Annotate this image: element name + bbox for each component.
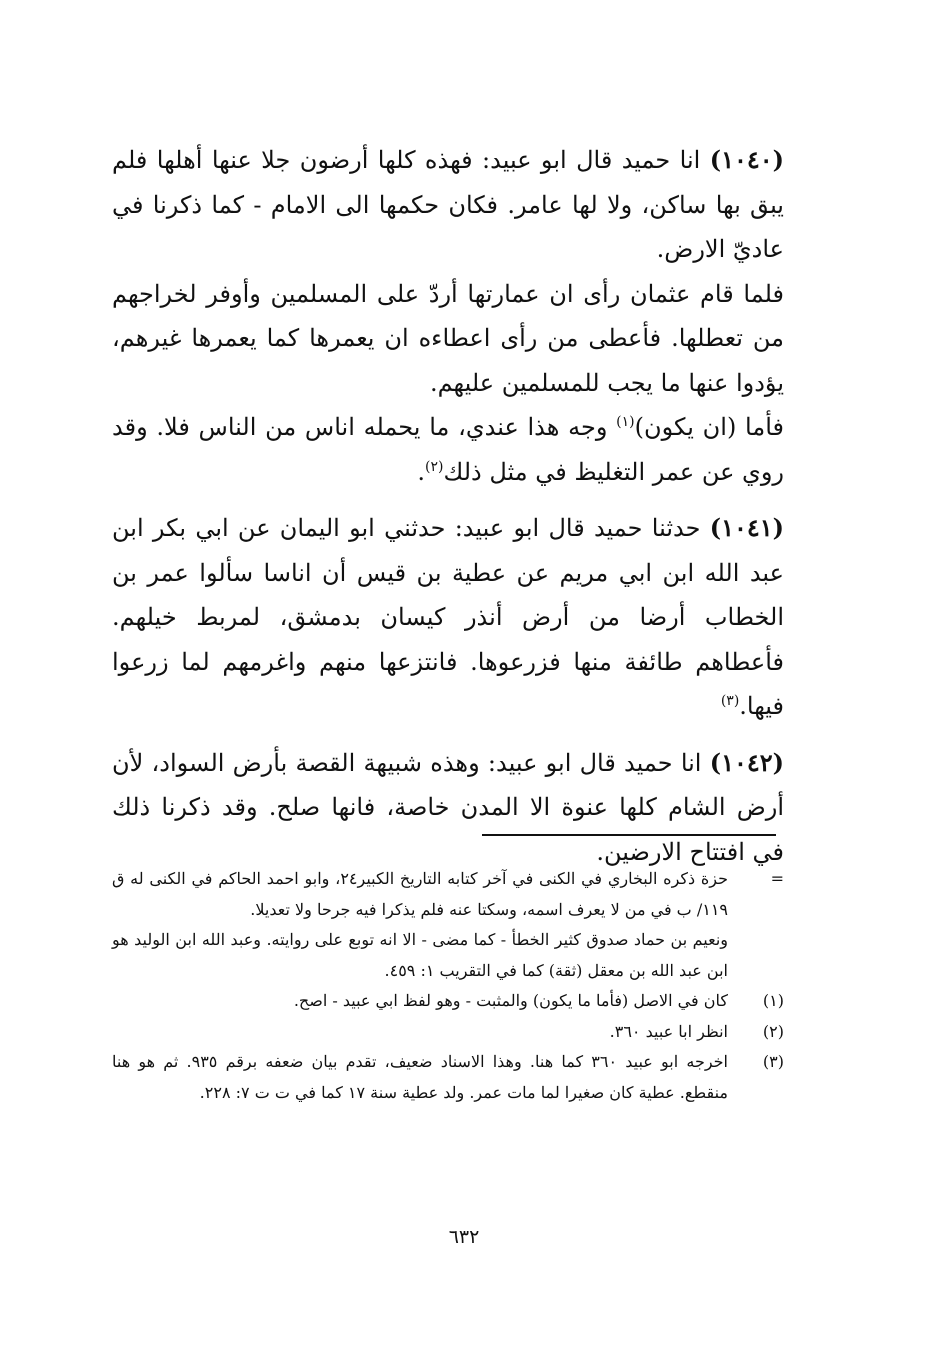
footnote-text: اخرجه ابو عبيد ٣٦٠ كما هنا. وهذا الاسناد ضعيف، تقدم بيان ضعفه برقم ٩٣٥. ثم هو هنا منقطع. عطية كان صغيرا لما مات عمر. ولد عطية سنة ١٧ كما في ت ت ٧: ٢٢٨. (112, 1052, 729, 1102)
paragraph-text: انا حميد قال ابو عبيد: فهذه كلها أرضون جلا عنها أهلها فلم يبق بها ساكن، ولا لها عامر. فكان حكمها الى الامام - كما ذكرنا في عاديّ الارض. (112, 146, 784, 263)
paragraph-1040 (112, 138, 784, 272)
footnote-divider (482, 834, 776, 836)
footnote-text: انظر ابا عبيد ٣٦٠. (609, 1021, 728, 1041)
paragraph-text: . (417, 457, 426, 486)
footnote-text: حزة ذكره البخاري في الكنى في آخر كتابه التاريخ الكبير٢٤، وابو احمد الحاكم في الكنى له ق ١١٩/ ب في من لا يعرف اسمه، وسكتا عنه فلم يذكرا فيه جرحا ولا تعديلا. (112, 869, 728, 919)
paragraph-1041 (112, 506, 784, 729)
footnote-3 (112, 1047, 784, 1108)
footnote-2 (112, 1017, 784, 1048)
footnote-continued (112, 864, 784, 925)
paragraph-text: حدثنا حميد قال ابو عبيد: حدثني ابو اليمان عن ابي بكر ابن عبد الله ابن ابي مريم عن عطية بن قيس أن اناسا سألوا عمر بن الخطاب أرضا من أرض أنذر كيسان بدمشق، لمربط خيلهم. فأعطاهم طائفة منها فزرعوها. فانتزعها منهم واغرمهم لما زرعوا فيها. (112, 514, 784, 720)
footnote-marker: (١) (762, 991, 784, 1010)
paragraph-text: وجه هذا عندي، ما يحمله اناس من الناس فلا. وقد روي عن عمر التغليظ في مثل ذلك (112, 413, 784, 486)
paragraph-1042 (112, 741, 784, 875)
footnote-ref-3: (٣) (720, 693, 740, 709)
footnotes (112, 864, 784, 1108)
footnote-continued-2 (112, 925, 784, 986)
paragraph-1040-continued: فلما قام عثمان رأى ان عمارتها أردّ على المسلمين وأوفر لخراجهم من تعطلها. فأعطى من رأى اعطاءه ان يعمرها كما يعمرها غيرهم، يؤدوا عنها ما يجب للمسلمين عليهم. (112, 279, 784, 397)
footnote-marker: (٢) (762, 1021, 784, 1041)
paragraph-1040-third (112, 405, 784, 494)
paragraph-text: فأما (ان يكون) (634, 413, 784, 441)
main-text (112, 138, 784, 874)
hadith-number: (١٠٤٠) (709, 145, 784, 174)
footnote-marker: = (770, 869, 784, 888)
hadith-number: (١٠٤٢) (709, 747, 784, 777)
page-number: ٦٣٢ (448, 1226, 480, 1248)
footnote-ref-1: (١) (616, 414, 635, 430)
footnote-marker: (٣) (762, 1052, 784, 1071)
footnote-text: كان في الاصل (فأما ما يكون) والمثبت - وهو لفظ ابي عبيد - اصح. (293, 991, 728, 1010)
paragraph-text: انا حميد قال ابو عبيد: وهذه شبيهة القصة بأرض السواد، لأن أرض الشام كلها عنوة الا المدن خاصة، فانها صلح. وقد ذكرنا ذلك في افتتاح الارضين. (112, 748, 784, 866)
footnote-ref-2: (٢) (425, 458, 444, 475)
footnote-1 (112, 986, 784, 1017)
hadith-number: (١٠٤١) (709, 513, 784, 542)
footnote-text: ونعيم بن حماد صدوق كثير الخطأ - كما مضى - الا انه توبع على روايته. وعبد الله ابن الوليد هو ابن عبد الله بن معقل (ثقة) كما في التقريب ١: ٤٥٩. (112, 930, 728, 980)
